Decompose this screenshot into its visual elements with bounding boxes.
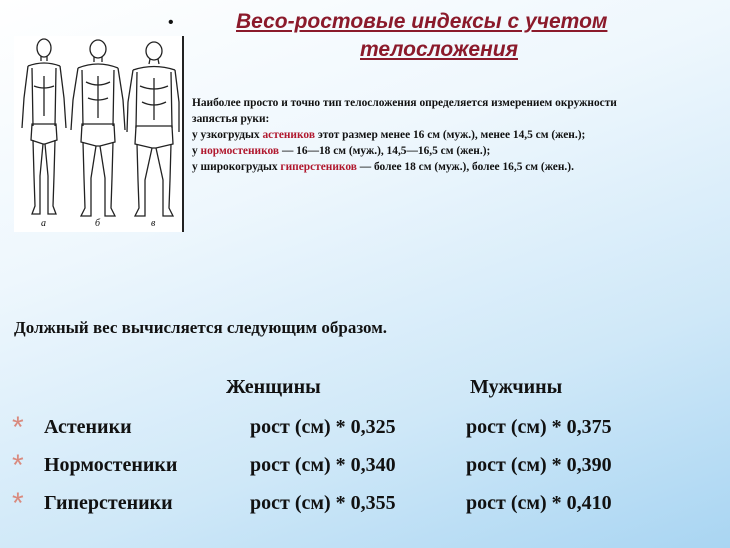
formula-intro: Должный вес вычисляется следующим образом. [14,318,388,337]
men-formula: рост (см) * 0,410 [466,492,612,514]
figure-label-c: в [151,218,156,229]
women-formula: рост (см) * 0,355 [250,492,396,514]
figure-normosthenic [71,40,125,216]
women-formula: рост (см) * 0,340 [250,454,396,476]
men-formula: рост (см) * 0,390 [466,454,612,476]
figure-label-a: а [41,218,46,229]
title-line-1: Весо-ростовые индексы с учетом [236,10,608,33]
men-formula: рост (см) * 0,375 [466,416,612,438]
page-title [236,8,656,64]
column-header-women: Женщины [226,376,321,398]
body-types-illustration [14,36,184,232]
body-type-label: Нормостеники [44,454,178,476]
body-type-label: Астеники [44,416,132,438]
figure-hypersthenic [127,42,179,216]
description-text [192,95,722,175]
formula-row-normosthenic [0,449,730,490]
description-line-hypersthenic: у широкогрудых гиперстеников — более 18 см (муж.), более 16,5 см (жен.). [192,161,574,173]
title-bullet: • [168,14,174,31]
asterisk-bullet: * [12,411,24,444]
column-header-men: Мужчины [470,376,563,398]
description-intro: Наиболее просто и точно тип телосложения определяется измерением окружности [192,97,617,109]
description-line-asthenic: у узкогрудых астеников этот размер менее 16 см (муж.), менее 14,5 см (жен.); [192,129,586,141]
title-line-2: телосложения [360,38,518,61]
description-line-normosthenic: у нормостеников — 16—18 см (муж.), 14,5—16,5 см (жен.); [192,145,491,157]
formula-row-hypersthenic [0,487,730,528]
formula-row-asthenic [0,411,730,452]
body-type-label: Гиперстеники [44,492,173,514]
body-types-drawing [14,36,180,232]
figure-asthenic [22,39,66,214]
description-intro-2: запястья руки: [192,113,270,125]
figure-label-b: б [95,218,101,229]
asterisk-bullet: * [12,487,24,520]
women-formula: рост (см) * 0,325 [250,416,396,438]
asterisk-bullet: * [12,449,24,482]
